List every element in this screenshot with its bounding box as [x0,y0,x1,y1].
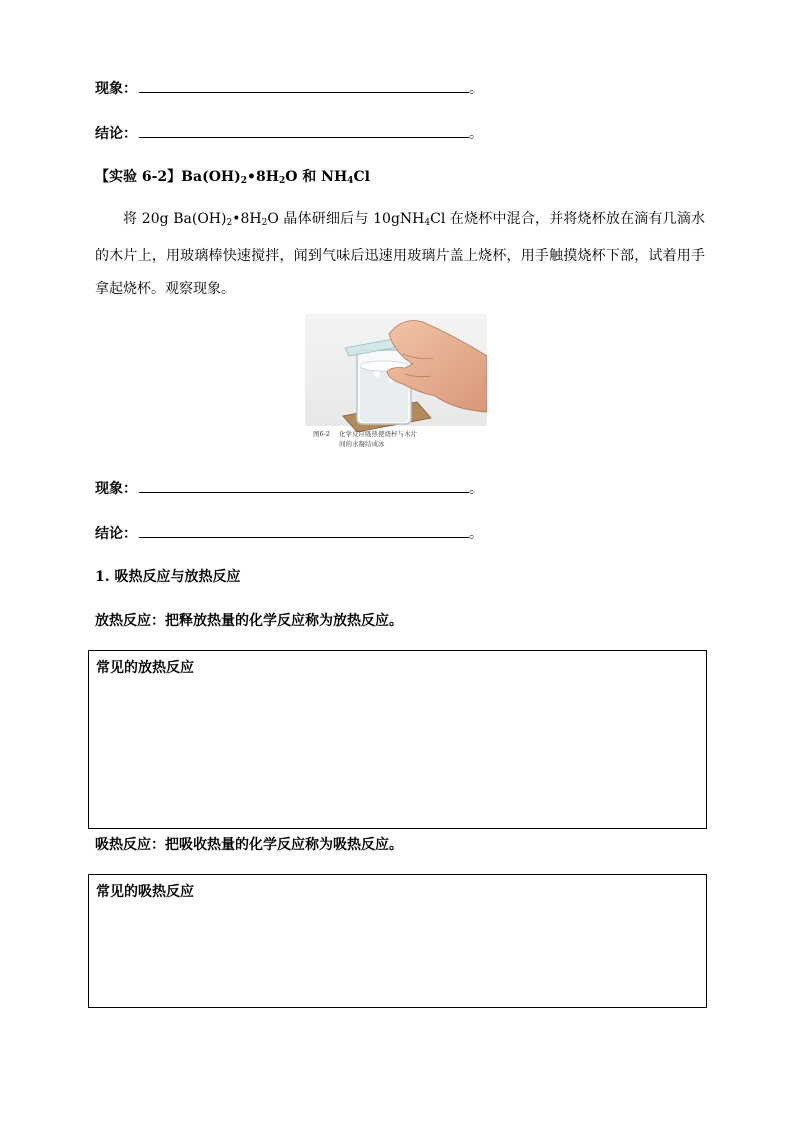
experiment-figure [305,314,487,454]
formula-subscript: 2 [278,176,286,186]
endothermic-definition: 吸热反应：把吸收热量的化学反应称为吸热反应。 [95,837,403,853]
formula-subscript: 4 [347,176,354,186]
phenomenon-line-1 [95,78,483,99]
procedure-text: 将 20g Ba(OH) [123,211,227,227]
figure-caption-line-2: 间的水凝结成冰 [339,440,385,448]
answer-blank[interactable] [139,478,469,493]
end-mark: 。 [469,526,483,542]
formula-part: O 和 NH [285,169,348,185]
endothermic-box-title: 常见的吸热反应 [96,884,194,900]
formula-part: Cl [353,169,370,185]
end-mark: 。 [469,126,483,142]
figure-caption-number: 图6-2 [313,430,330,438]
answer-blank[interactable] [139,523,469,538]
conclusion-line-2 [95,523,483,544]
experiment-heading [95,167,370,191]
conclusion-label: 结论： [95,126,137,142]
procedure-text: •8H [232,211,262,227]
phenomenon-line-2 [95,478,483,499]
conclusion-line-1 [95,123,483,144]
exothermic-box-title: 常见的放热反应 [96,660,194,676]
formula-subscript: 4 [424,218,431,228]
experiment-number: 【实验 6-2】 [95,169,182,185]
answer-blank[interactable] [139,123,469,138]
exothermic-definition: 放热反应：把释放热量的化学反应称为放热反应。 [95,613,403,629]
conclusion-label: 结论： [95,526,137,542]
formula-part: •8H [247,169,279,185]
end-mark: 。 [469,481,483,497]
figure-caption-line-1: 化学反应吸热使烧杯与木片 [339,430,417,438]
procedure-text: O 晶体研细后与 10gNH [267,211,425,227]
section-title: 1. 吸热反应与放热反应 [95,569,241,585]
formula-subscript: 2 [261,218,268,228]
phenomenon-label: 现象： [95,481,137,497]
procedure-text: Cl 在烧杯中混合，并将烧杯放在滴有几滴水的木片上，用玻璃棒快速搅拌，闻到气味后迅速用玻璃片盖上烧杯，用手触摸烧杯下部，试着用手拿起烧杯。观察现象。 [95,211,705,297]
formula-part: Ba(OH) [181,169,241,185]
answer-blank[interactable] [139,78,469,93]
end-mark: 。 [469,81,483,97]
phenomenon-label: 现象： [95,81,137,97]
beaker-photo [305,314,487,454]
procedure-paragraph [95,203,705,306]
endothermic-answer-box[interactable] [88,874,707,1008]
formula-subscript: 2 [226,218,233,228]
formula-subscript: 2 [240,176,248,186]
exothermic-answer-box[interactable] [88,650,707,829]
